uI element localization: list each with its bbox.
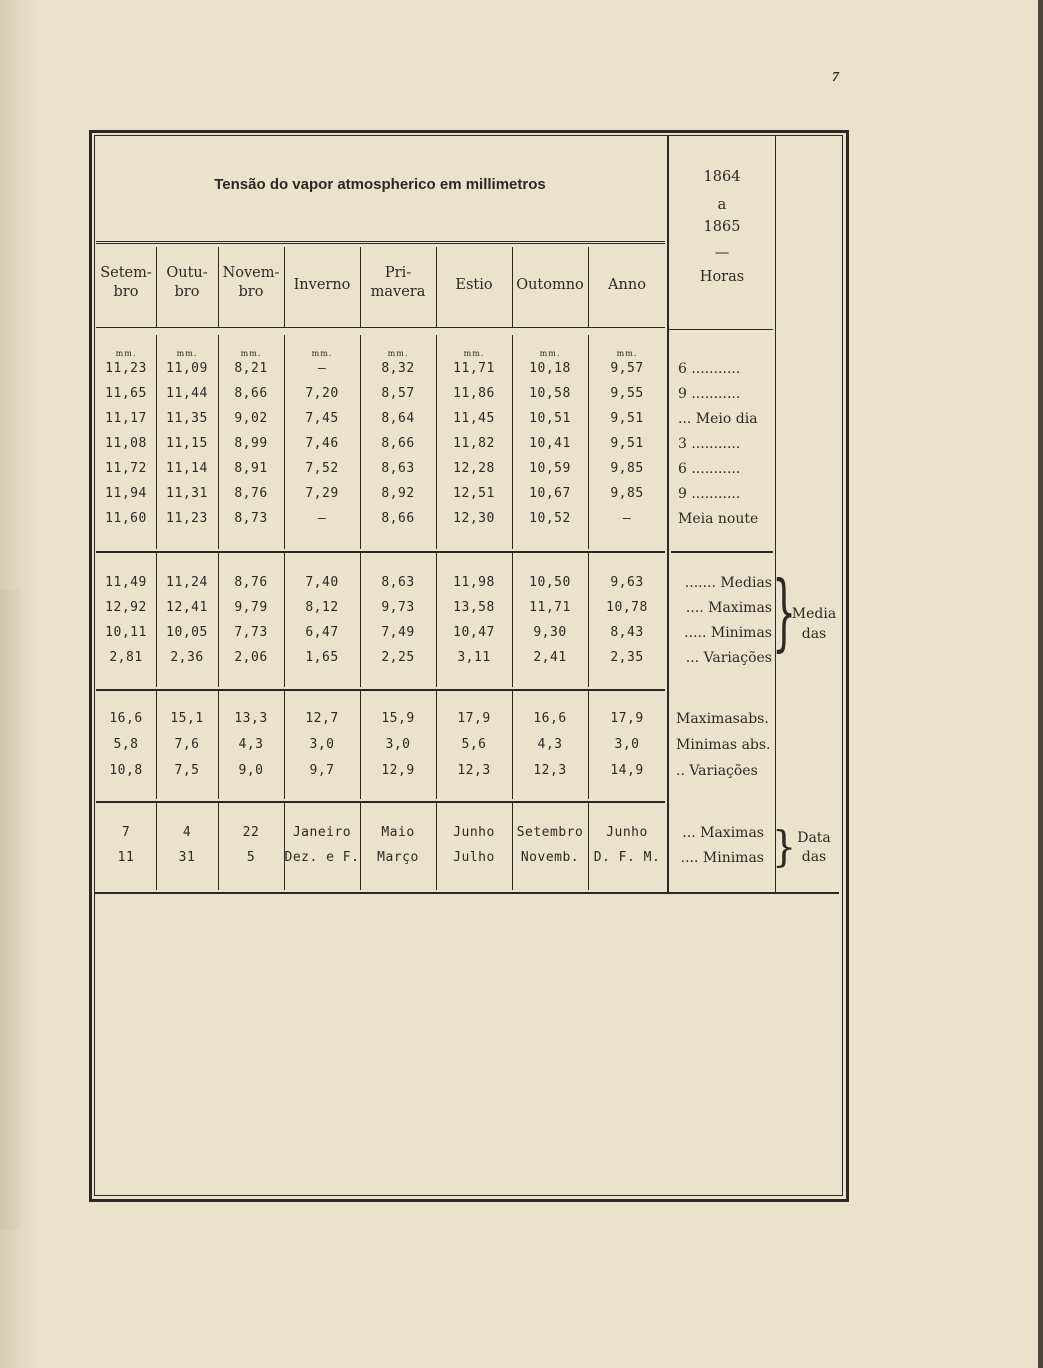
table-cell: 11,23	[105, 361, 147, 376]
unit-marker: mm.	[616, 349, 638, 358]
table-cell: 10,8	[109, 763, 143, 778]
column-divider	[360, 553, 361, 687]
table-cell: 12,9	[381, 763, 415, 778]
table-cell: 11,23	[166, 511, 208, 526]
unit-marker: mm.	[463, 349, 485, 358]
table-cell: 17,9	[457, 711, 491, 726]
table-cell: 2,25	[381, 650, 415, 665]
table-cell: 11,94	[105, 486, 147, 501]
row-label: 6 ...........	[678, 361, 741, 377]
column-divider	[156, 803, 157, 890]
table-cell: 11,17	[105, 411, 147, 426]
table-cell: 10,78	[606, 600, 648, 615]
table-cell: 11,60	[105, 511, 147, 526]
means-group-label-2: das	[801, 626, 827, 642]
table-cell: 16,6	[109, 711, 143, 726]
table-cell: 2,35	[610, 650, 644, 665]
column-divider	[218, 553, 219, 687]
column-divider	[512, 803, 513, 890]
table-cell: 3,11	[457, 650, 491, 665]
table-cell: 3,0	[309, 737, 335, 752]
dates-group-label-2: das	[801, 849, 827, 865]
table-cell: 9,0	[238, 763, 264, 778]
column-divider	[588, 803, 589, 890]
table-cell: 8,43	[610, 625, 644, 640]
table-cell: 15,9	[381, 711, 415, 726]
table-cell: Novemb.	[520, 850, 580, 865]
row-label: Minimas abs.	[676, 737, 771, 753]
table-cell: 16,6	[533, 711, 567, 726]
table-cell: 5	[246, 850, 256, 865]
table-cell: 6,47	[305, 625, 339, 640]
table-cell: 8,66	[381, 436, 415, 451]
table-cell: 11,82	[453, 436, 495, 451]
table-cell: 9,63	[610, 575, 644, 590]
title-underline	[96, 241, 665, 244]
column-divider	[218, 803, 219, 890]
column-header: Setem- bro	[100, 265, 152, 300]
table-cell: 2,41	[533, 650, 567, 665]
table-cell: 5,8	[113, 737, 139, 752]
table-cell: Março	[377, 850, 419, 865]
table-cell: 3,0	[385, 737, 411, 752]
table-cell: 9,57	[610, 361, 644, 376]
table-cell: 2,36	[170, 650, 204, 665]
left-page-fold	[0, 590, 20, 1230]
table-cell: 7	[121, 825, 131, 840]
means-brace: }	[772, 563, 797, 661]
table-cell: 7,45	[305, 411, 339, 426]
table-cell: 8,92	[381, 486, 415, 501]
table-cell: —	[317, 361, 327, 376]
table-cell: 2,06	[234, 650, 268, 665]
right-binding-edge	[1038, 0, 1043, 1368]
table-cell: 8,12	[305, 600, 339, 615]
table-cell: 8,63	[381, 461, 415, 476]
table-cell: 8,73	[234, 511, 268, 526]
table-cell: 10,11	[105, 625, 147, 640]
row-label: 3 ...........	[678, 436, 741, 452]
table-cell: 12,28	[453, 461, 495, 476]
table-cell: Dez. e F.	[284, 850, 360, 865]
table-cell: 11,24	[166, 575, 208, 590]
page-number: 7	[832, 70, 839, 85]
table-cell: 11,31	[166, 486, 208, 501]
table-cell: 4	[182, 825, 192, 840]
table-cell: 11,71	[453, 361, 495, 376]
table-cell: Junho	[453, 825, 495, 840]
table-cell: 9,85	[610, 486, 644, 501]
column-header: Inverno	[293, 277, 351, 293]
table-cell: 8,63	[381, 575, 415, 590]
table-cell: 22	[242, 825, 260, 840]
table-cell: 9,79	[234, 600, 268, 615]
table-cell: 11,08	[105, 436, 147, 451]
table-cell: 12,41	[166, 600, 208, 615]
table-cell: 7,52	[305, 461, 339, 476]
table-cell: 7,46	[305, 436, 339, 451]
table-cell: 11,14	[166, 461, 208, 476]
table-cell: 10,47	[453, 625, 495, 640]
unit-marker: mm.	[115, 349, 137, 358]
year-connector: a	[717, 197, 727, 213]
table-cell: 31	[178, 850, 196, 865]
table-cell: 10,58	[529, 386, 571, 401]
table-cell: 11,44	[166, 386, 208, 401]
table-cell: 8,21	[234, 361, 268, 376]
column-header: Novem- bro	[222, 265, 280, 300]
column-divider	[284, 553, 285, 687]
table-cell: 10,59	[529, 461, 571, 476]
table-cell: 11,71	[529, 600, 571, 615]
section-separator-3	[96, 801, 665, 803]
table-cell: 9,73	[381, 600, 415, 615]
table-title: Tensão do vapor atmospherico em millimetros	[214, 176, 546, 193]
table-cell: 5,6	[461, 737, 487, 752]
column-divider	[436, 553, 437, 687]
header-underline	[96, 327, 665, 328]
unit-marker: mm.	[311, 349, 333, 358]
table-cell: 9,55	[610, 386, 644, 401]
row-label: 9 ...........	[678, 486, 741, 502]
table-cell: 1,65	[305, 650, 339, 665]
table-cell: 2,81	[109, 650, 143, 665]
column-divider	[284, 803, 285, 890]
table-cell: 10,18	[529, 361, 571, 376]
row-label: ..... Minimas	[684, 625, 772, 641]
column-divider	[588, 553, 589, 687]
unit-marker: mm.	[176, 349, 198, 358]
table-cell: 9,51	[610, 436, 644, 451]
table-cell: 8,66	[381, 511, 415, 526]
table-cell: 10,50	[529, 575, 571, 590]
row-label: ... Maximas	[682, 825, 764, 841]
table-cell: 11,72	[105, 461, 147, 476]
table-cell: 8,64	[381, 411, 415, 426]
table-cell: 12,92	[105, 600, 147, 615]
table-bottom-rule	[94, 892, 839, 894]
table-cell: 7,29	[305, 486, 339, 501]
table-cell: 10,41	[529, 436, 571, 451]
table-cell: 11,49	[105, 575, 147, 590]
table-cell: 10,05	[166, 625, 208, 640]
means-group-label-1: Media	[791, 606, 837, 622]
dates-brace: }	[772, 822, 797, 872]
table-cell: 8,57	[381, 386, 415, 401]
table-cell: 8,76	[234, 575, 268, 590]
table-cell: D. F. M.	[593, 850, 661, 865]
table-cell: 12,51	[453, 486, 495, 501]
table-cell: —	[622, 511, 632, 526]
row-label: .... Minimas	[680, 850, 764, 866]
table-cell: 13,3	[234, 711, 268, 726]
table-cell: —	[317, 511, 327, 526]
year-end: 1865	[703, 219, 741, 235]
table-cell: 4,3	[537, 737, 563, 752]
year-start: 1864	[703, 169, 741, 185]
row-label: 9 ...........	[678, 386, 741, 402]
row-label: Meia noute	[678, 511, 759, 527]
table-cell: 7,5	[174, 763, 200, 778]
hours-underline	[669, 329, 773, 330]
column-divider	[156, 553, 157, 687]
column-divider	[360, 803, 361, 890]
table-cell: 7,40	[305, 575, 339, 590]
table-cell: 8,76	[234, 486, 268, 501]
section-separator-2	[96, 689, 665, 691]
table-cell: 11,35	[166, 411, 208, 426]
row-label: Maximasabs.	[676, 711, 769, 727]
table-cell: 8,99	[234, 436, 268, 451]
table-cell: 11,45	[453, 411, 495, 426]
table-cell: 10,51	[529, 411, 571, 426]
table-cell: 10,52	[529, 511, 571, 526]
table-cell: 4,3	[238, 737, 264, 752]
table-cell: 8,32	[381, 361, 415, 376]
table-cell: 7,6	[174, 737, 200, 752]
row-label: ... Meio dia	[678, 411, 758, 427]
section-separator-1	[96, 551, 665, 553]
table-cell: Julho	[453, 850, 495, 865]
table-cell: 8,66	[234, 386, 268, 401]
table-cell: Maio	[381, 825, 415, 840]
table-cell: 11,86	[453, 386, 495, 401]
table-cell: 12,3	[457, 763, 491, 778]
column-header: Outu- bro	[166, 265, 208, 300]
unit-marker: mm.	[240, 349, 262, 358]
table-cell: 7,49	[381, 625, 415, 640]
row-label: ....... Medias	[684, 575, 772, 591]
table-cell: 9,02	[234, 411, 268, 426]
table-cell: 17,9	[610, 711, 644, 726]
dates-group-label-1: Data	[797, 830, 831, 846]
column-header: Estio	[455, 277, 493, 293]
table-cell: Junho	[606, 825, 648, 840]
column-header: Anno	[608, 277, 646, 293]
table-cell: Janeiro	[292, 825, 352, 840]
table-cell: 9,85	[610, 461, 644, 476]
year-dash: —	[714, 245, 730, 261]
section-separator-1b	[671, 551, 773, 553]
table-cell: 13,58	[453, 600, 495, 615]
table-cell: 12,30	[453, 511, 495, 526]
table-cell: 7,20	[305, 386, 339, 401]
row-label: .. Variações	[676, 763, 758, 779]
table-cell: 9,7	[309, 763, 335, 778]
table-cell: 11,15	[166, 436, 208, 451]
column-header: Pri- mavera	[370, 265, 426, 300]
table-cell: 15,1	[170, 711, 204, 726]
column-header: Outomno	[516, 277, 584, 293]
table-cell: 11,98	[453, 575, 495, 590]
table-cell: 11,65	[105, 386, 147, 401]
table-cell: 12,3	[533, 763, 567, 778]
row-label: ... Variações	[685, 650, 772, 666]
row-label: 6 ...........	[678, 461, 741, 477]
table-cell: 10,67	[529, 486, 571, 501]
table-cell: 9,30	[533, 625, 567, 640]
row-label: .... Maximas	[685, 600, 772, 616]
hours-header: Horas	[699, 269, 745, 285]
table-cell: 11	[117, 850, 135, 865]
unit-marker: mm.	[539, 349, 561, 358]
table-cell: 7,73	[234, 625, 268, 640]
table-cell: 11,09	[166, 361, 208, 376]
table-cell: 9,51	[610, 411, 644, 426]
table-cell: 8,91	[234, 461, 268, 476]
table-cell: 12,7	[305, 711, 339, 726]
table-cell: 3,0	[614, 737, 640, 752]
column-divider	[436, 803, 437, 890]
table-cell: 14,9	[610, 763, 644, 778]
table-cell: Setembro	[516, 825, 584, 840]
unit-marker: mm.	[387, 349, 409, 358]
column-divider	[512, 553, 513, 687]
